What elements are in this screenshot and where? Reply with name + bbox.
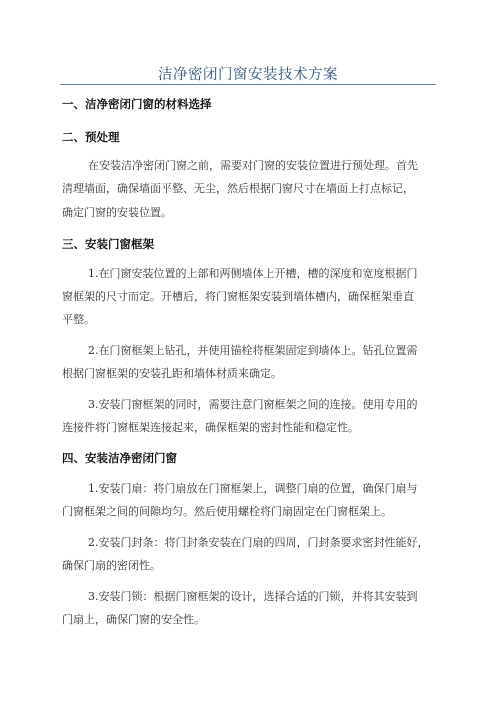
section-heading-preprocessing: 二、预处理 bbox=[62, 130, 120, 144]
paragraph-line: 门扇上，确保门窗的安全性。 bbox=[62, 613, 205, 626]
paragraph-line: 在安装洁净密闭门窗之前，需要对门窗的安装位置进行预处理。首先 bbox=[88, 159, 418, 172]
title-divider bbox=[60, 84, 436, 85]
paragraph-line: 3.安装门锁：根据门窗框架的设计，选择合适的门锁，并将其安装到 bbox=[88, 590, 418, 603]
paragraph-line: 2.在门窗框架上钻孔，并使用锚栓将框架固定到墙体上。钻孔位置需 bbox=[88, 344, 418, 357]
paragraph-line: 确定门窗的安装位置。 bbox=[62, 206, 172, 219]
section-heading-materials: 一、洁净密闭门窗的材料选择 bbox=[62, 97, 212, 111]
paragraph-line: 窗框架的尺寸而定。开槽后，将门窗框架安装到墙体槽内，确保框架垂直 bbox=[62, 290, 414, 303]
paragraph-line: 1.在门窗安装位置的上部和两侧墙体上开槽，槽的深度和宽度根据门 bbox=[88, 267, 418, 280]
paragraph-line: 平整。 bbox=[62, 313, 95, 326]
section-heading-window-install: 四、安装洁净密闭门窗 bbox=[62, 451, 177, 465]
paragraph-line: 2.安装门封条：将门封条安装在门扇的四周，门封条要求密封性能好， bbox=[88, 536, 429, 549]
paragraph-line: 清理墙面，确保墙面平整、无尘，然后根据门窗尺寸在墙面上打点标记， bbox=[62, 182, 414, 195]
document-title: 洁净密闭门窗安装技术方案 bbox=[158, 67, 338, 83]
section-heading-frame-install: 三、安装门窗框架 bbox=[62, 237, 154, 251]
paragraph-line: 连接件将门窗框架连接起来，确保框架的密封性能和稳定性。 bbox=[62, 421, 359, 434]
paragraph-line: 根据门窗框架的安装孔距和墙体材质来确定。 bbox=[62, 367, 282, 380]
paragraph-line: 1.安装门扇：将门扇放在门窗框架上，调整门扇的位置，确保门扇与 bbox=[88, 482, 418, 495]
paragraph-line: 3.安装门窗框架的同时，需要注意门窗框架之间的连接。使用专用的 bbox=[88, 398, 418, 411]
paragraph-line: 门窗框架之间的间隙均匀。然后使用螺栓将门扇固定在门窗框架上。 bbox=[62, 505, 392, 518]
paragraph-line: 确保门扇的密闭性。 bbox=[62, 559, 161, 572]
